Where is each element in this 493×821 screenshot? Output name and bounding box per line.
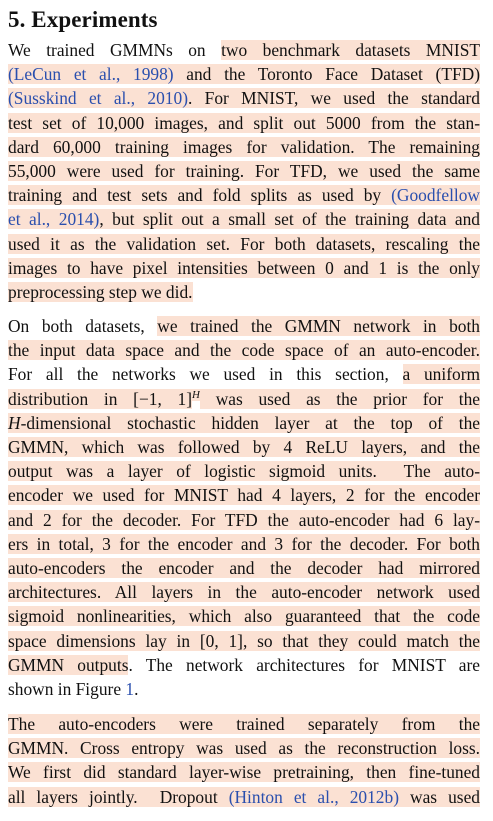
text-line [8, 232, 480, 256]
text-span: We trained GMMNs on [8, 40, 222, 60]
text-span: all layers jointly. Dropout [8, 786, 229, 807]
text-span: We first did standard layer-wise pretraining, then fine-tuned [8, 762, 480, 783]
text-span: [0, 1] [199, 630, 243, 651]
paragraph-training [8, 712, 480, 809]
text-span: On both datasets, [8, 316, 158, 337]
text-span: ers in total, 3 for the encoder and 3 for the decoder. For both [8, 533, 480, 554]
text-line [8, 736, 480, 760]
citation-link[interactable]: (LeCun et al., 1998) [8, 64, 174, 85]
text-line [8, 362, 480, 386]
text-span: two benchmark datasets MNIST [221, 40, 480, 60]
text-span: . The network architectures for MNIST are [128, 654, 480, 675]
text-span: encoder we used for MNIST had 4 layers, 2 for the encoder [8, 485, 480, 506]
text-line [8, 338, 480, 362]
citation-link[interactable]: et al., 2014) [8, 209, 100, 230]
text-span: architectures. All layers in the auto-encoder network used [8, 582, 480, 603]
citation-link[interactable]: (Goodfellow [391, 185, 480, 206]
text-span: images to have pixel intensities between 0 and 1 is the only [8, 257, 480, 278]
text-line [8, 629, 480, 653]
text-line [8, 411, 480, 435]
text-line [8, 111, 480, 135]
text-line [8, 604, 480, 628]
text-line [8, 653, 480, 677]
text-span: space dimensions lay in [8, 630, 200, 651]
text-line [8, 207, 480, 231]
text-line [8, 159, 480, 183]
text-line [8, 785, 480, 809]
text-span: test set of 10,000 images, and split out 5000 from the stan- [8, 112, 480, 133]
text-span: GMMN, which was followed by 4 ReLU layers, and the [8, 437, 480, 457]
paragraph-gap [8, 701, 480, 712]
text-span: , so that they could match the [242, 630, 480, 651]
paper-page [8, 4, 480, 809]
text-span: . For MNIST, we used the standard [188, 88, 480, 109]
text-span: was used [398, 786, 480, 807]
text-line [8, 62, 480, 86]
math-symbol: H [8, 412, 21, 433]
text-span: . [134, 678, 139, 699]
text-span: training and test sets and fold splits as used by [8, 185, 392, 206]
text-span: [−1, 1] [133, 388, 193, 409]
text-line [8, 459, 480, 483]
text-span: GMMN. Cross entropy was used as the reconstruction loss. [8, 738, 480, 759]
section-heading: 5. Experiments [8, 7, 158, 32]
text-line [8, 183, 480, 207]
text-line [8, 677, 480, 701]
text-span: dard 60,000 training images for validation. The remaining [8, 136, 480, 157]
text-span: used it as the validation set. For both datasets, rescaling the [8, 233, 480, 254]
text-span: output was a layer of logistic sigmoid units. The auto- [8, 461, 480, 482]
text-span: preprocessing step we did. [8, 281, 193, 302]
text-line [8, 256, 480, 280]
text-span: -dimensional stochastic hidden layer at the top of the [20, 412, 480, 433]
text-line [8, 314, 480, 338]
text-line [8, 280, 480, 304]
text-span: For all the networks we used in this section, [8, 364, 403, 385]
text-span: , but split out a small set of the training data and [99, 209, 480, 230]
text-line [8, 38, 480, 62]
text-line [8, 435, 480, 459]
paragraph-architecture [8, 314, 480, 701]
text-line [8, 556, 480, 580]
text-span: GMMN outputs [8, 654, 129, 675]
paragraph-gap [8, 304, 480, 314]
citation-link[interactable]: (Hinton et al., 2012b) [228, 786, 399, 807]
text-span: 55,000 were used for training. For TFD, we used the same [8, 160, 480, 181]
paragraph-datasets [8, 38, 480, 304]
text-span: auto-encoders the encoder and the decoder had mirrored [8, 557, 480, 578]
citation-link[interactable]: (Susskind et al., 2010) [8, 88, 188, 109]
text-line [8, 712, 480, 736]
text-span: we trained the GMMN network in both [157, 316, 480, 337]
text-span: the input data space and the code space of an auto-encoder. [8, 340, 480, 361]
text-line [8, 580, 480, 604]
text-line [8, 508, 480, 532]
text-line [8, 86, 480, 110]
text-line [8, 387, 480, 411]
text-line [8, 483, 480, 507]
text-line [8, 532, 480, 556]
text-span: shown in Figure [8, 678, 126, 699]
math-symbol: H [192, 388, 200, 401]
text-span: was used as the prior for the [199, 388, 481, 409]
text-line [8, 760, 480, 784]
text-span: and the Toronto Face Dataset (TFD) [173, 64, 480, 85]
text-span: and 2 for the decoder. For TFD the auto-encoder had 6 lay- [8, 509, 480, 530]
text-line [8, 135, 480, 159]
text-span: sigmoid nonlinearities, which also guaranteed that the code [8, 606, 480, 627]
text-span: a uniform [402, 364, 481, 385]
citation-link[interactable]: 1 [125, 678, 135, 699]
text-span: The auto-encoders were trained separately from the [8, 714, 480, 735]
text-span: distribution in [8, 388, 134, 409]
